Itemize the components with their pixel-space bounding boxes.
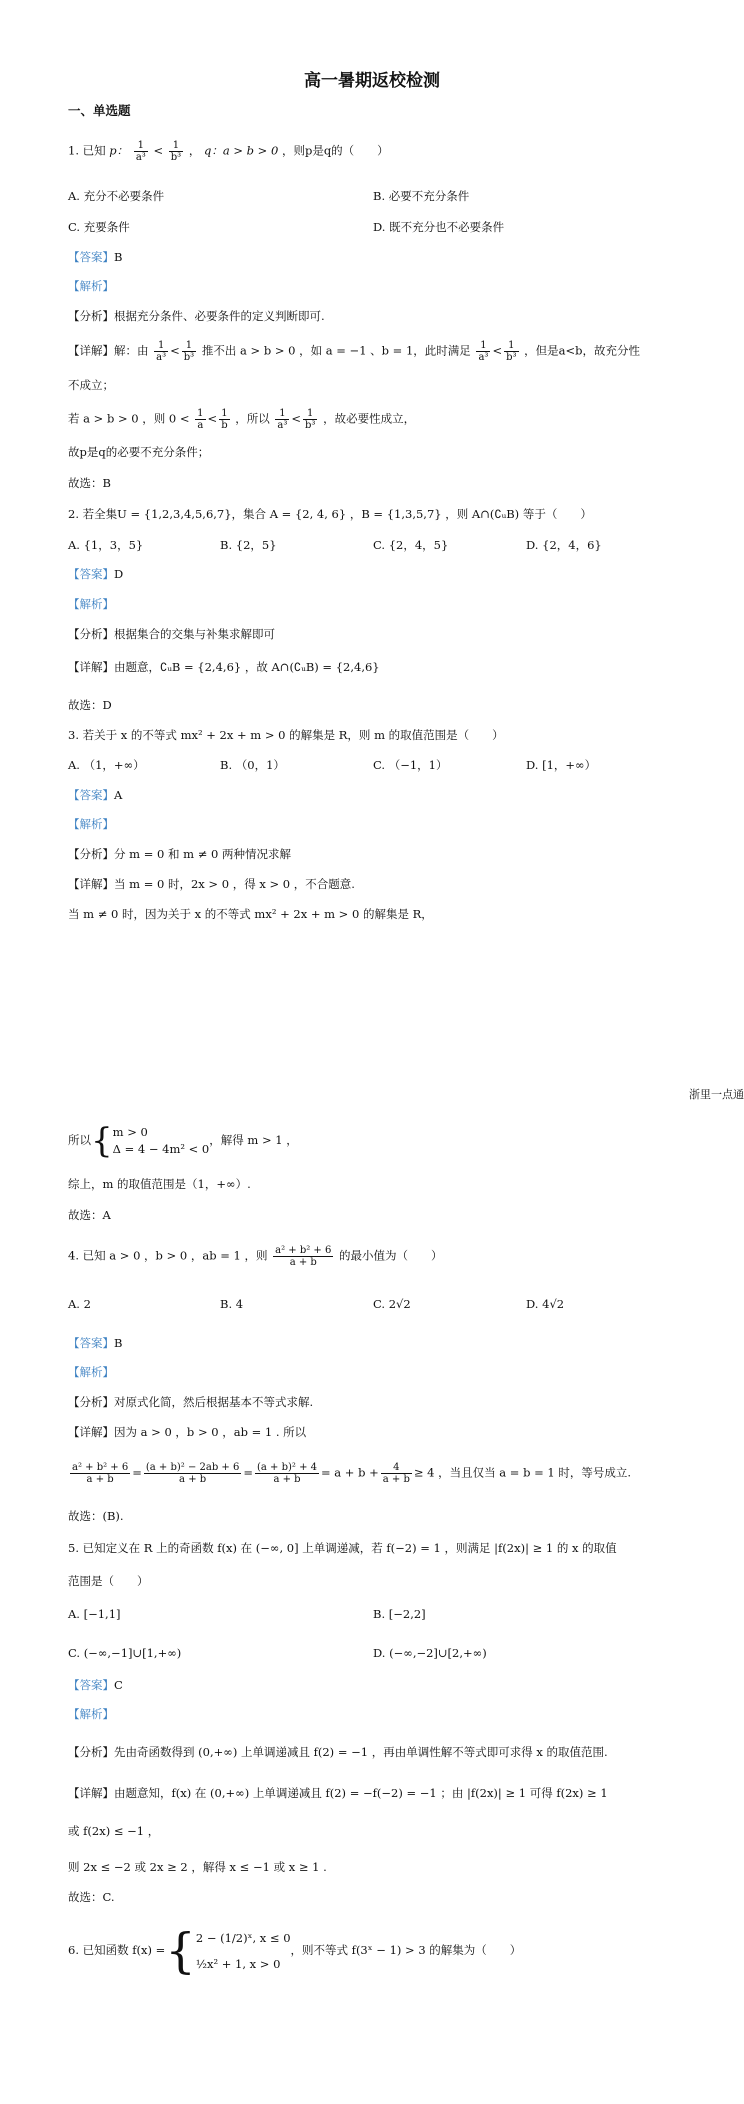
detail-line: 所以{ m > 0 Δ = 4 − 4m² < 0 ，解得 m > 1 ， bbox=[68, 1121, 298, 1161]
q1-stem: 1. 已知 p： $\frac{1}{\text{a³}}$ < $\frac{1}{\text{b³}}$ ， q：a > b > 0 ，则p是q的（ ） bbox=[68, 140, 389, 163]
option-a: A. [−1,1] bbox=[68, 1607, 121, 1621]
analysis-label: 【解析】 bbox=[68, 1365, 114, 1379]
detail-line: 【详解】当 m = 0 时，2x > 0 ，得 x > 0 ，不合题意. bbox=[68, 877, 355, 891]
detail-line: $\frac{\text{a² + b² + 6}}{a + b}$ = $\frac{\text{(a + b)² − 2ab + 6}}{a + b}$ = $\frac{\text{(a + b)² + 4}}{a + b}$ = a + b + $\frac{4}{a + b}$ ≥ 4 ，当且仅当 a = b = 1 时，等号成立. bbox=[72, 1462, 632, 1485]
answer-line: 【答案】A bbox=[68, 788, 123, 802]
q4-stem: 4. 已知 a > 0 ，b > 0 ，ab = 1 ，则 $\frac{\text{a² + b² + 6}}{a + b}$ 的最小值为（ ） bbox=[68, 1245, 443, 1268]
detail-line: 【详解】由题意知，f(x) 在 (0,+∞) 上单调递减且 f(2) = −f(−2) = −1 ；由 |f(2x)| ≥ 1 可得 f(2x) ≥ 1 bbox=[68, 1786, 608, 1800]
fraction: $\frac{1}{\text{b³}}$ bbox=[170, 140, 182, 163]
option-c: C. 充要条件 bbox=[68, 220, 130, 234]
option-b: B. [−2,2] bbox=[373, 1607, 426, 1621]
option-c: C. （−1，1） bbox=[373, 758, 448, 772]
q5-stem: 5. 已知定义在 R 上的奇函数 f(x) 在 (−∞, 0] 上单调递减，若 f(−2) = 1 ，则满足 |f(2x)| ≥ 1 的 x 的取值 bbox=[68, 1541, 617, 1555]
answer-line: 【答案】B bbox=[68, 250, 123, 264]
detail-line: 【详解】解：由 $\frac{1}{\text{a³}}$ < $\frac{1}{\text{b³}}$ 推不出 a > b > 0 ，如 a = −1 、b = 1，此时满足 $\frac{1}{\text{a³}}$ < $\frac{1}{\text{b³}}$ ，但是a<b，故充分性 bbox=[68, 340, 641, 363]
detail-line: 当 m ≠ 0 时，因为关于 x 的不等式 mx² + 2x + m > 0 的解集是 R， bbox=[68, 907, 433, 921]
analysis-summary: 【分析】根据充分条件、必要条件的定义判断即可. bbox=[68, 309, 325, 323]
detail-line: 综上，m 的取值范围是（1，+∞）. bbox=[68, 1177, 251, 1191]
choose-line: 故选：B bbox=[68, 476, 111, 490]
detail-line: 则 2x ≤ −2 或 2x ≥ 2 ，解得 x ≤ −1 或 x ≥ 1 . bbox=[68, 1860, 327, 1874]
option-a: A. 充分不必要条件 bbox=[68, 189, 165, 203]
choose-line: 故选：C. bbox=[68, 1890, 115, 1904]
analysis-label: 【解析】 bbox=[68, 279, 114, 293]
analysis-summary: 【分析】分 m = 0 和 m ≠ 0 两种情况求解 bbox=[68, 847, 291, 861]
section-heading: 一、单选题 bbox=[68, 103, 131, 118]
detail-line: 故p是q的必要不充分条件； bbox=[68, 445, 210, 459]
q2-stem: 2. 若全集U = {1,2,3,4,5,6,7}，集合 A = {2, 4, 6} ，B = {1,3,5,7} ，则 A∩(∁ᵤB) 等于（ ） bbox=[68, 507, 592, 521]
option-d: D. (−∞,−2]∪[2,+∞) bbox=[373, 1646, 487, 1660]
q3-stem: 3. 若关于 x 的不等式 mx² + 2x + m > 0 的解集是 R，则 m 的取值范围是（ ） bbox=[68, 728, 504, 742]
option-a: A. （1，+∞） bbox=[68, 758, 145, 772]
detail-line: 不成立； bbox=[68, 378, 114, 392]
option-b: B. 必要不充分条件 bbox=[373, 189, 470, 203]
choose-line: 故选：D bbox=[68, 698, 112, 712]
answer-line: 【答案】C bbox=[68, 1678, 123, 1692]
analysis-label: 【解析】 bbox=[68, 817, 114, 831]
analysis-label: 【解析】 bbox=[68, 1707, 114, 1721]
choose-line: 故选：A bbox=[68, 1208, 111, 1222]
option-c: C. 2√2 bbox=[373, 1297, 411, 1311]
option-b: B. 4 bbox=[220, 1297, 244, 1311]
analysis-summary: 【分析】先由奇函数得到 (0,+∞) 上单调递减且 f(2) = −1 ，再由单调性解不等式即可求得 x 的取值范围. bbox=[68, 1745, 608, 1759]
answer-line: 【答案】B bbox=[68, 1336, 123, 1350]
option-c: C. {2，4，5} bbox=[373, 538, 449, 552]
q6-stem: 6. 已知函数 f(x) ={ 2 − (1/2)ˣ, x ≤ 0 ½x² + 1, x > 0 ，则不等式 f(3ˣ − 1) > 3 的解集为（ ） bbox=[68, 1923, 522, 1979]
option-d: D. [1，+∞） bbox=[526, 758, 597, 772]
option-b: B. {2，5} bbox=[220, 538, 277, 552]
option-c: C. (−∞,−1]∪[1,+∞) bbox=[68, 1646, 182, 1660]
option-a: A. {1，3，5} bbox=[68, 538, 144, 552]
analysis-summary: 【分析】对原式化简，然后根据基本不等式求解. bbox=[68, 1395, 314, 1409]
option-d: D. 4√2 bbox=[526, 1297, 565, 1311]
detail-line: 或 f(2x) ≤ −1 ， bbox=[68, 1824, 160, 1838]
analysis-summary: 【分析】根据集合的交集与补集求解即可 bbox=[68, 627, 275, 641]
fraction: $\frac{1}{\text{a³}}$ bbox=[135, 140, 146, 163]
analysis-label: 【解析】 bbox=[68, 597, 114, 611]
option-d: D. {2，4，6} bbox=[526, 538, 602, 552]
page-title: 高一暑期返校检测 bbox=[304, 71, 440, 91]
detail-line: 【详解】由题意，∁ᵤB = {2,4,6} ，故 A∩(∁ᵤB) = {2,4,6} bbox=[68, 660, 380, 674]
detail-line: 【详解】因为 a > 0 ，b > 0 ，ab = 1 . 所以 bbox=[68, 1425, 307, 1439]
answer-line: 【答案】D bbox=[68, 567, 124, 581]
q5-stem: 范围是（ ） bbox=[68, 1574, 149, 1588]
detail-line: 若 a > b > 0 ，则 0 < $\frac{1}{a}$ < $\frac{1}{b}$ ，所以 $\frac{1}{\text{a³}}$ < $\frac{1}{\text{b³}}$ ，故必要性成立， bbox=[68, 408, 416, 431]
choose-line: 故选：(B). bbox=[68, 1509, 124, 1523]
option-d: D. 既不充分也不必要条件 bbox=[373, 220, 505, 234]
option-b: B. （0，1） bbox=[220, 758, 285, 772]
watermark: 浙里一点通 bbox=[689, 1088, 744, 1101]
option-a: A. 2 bbox=[68, 1297, 91, 1311]
